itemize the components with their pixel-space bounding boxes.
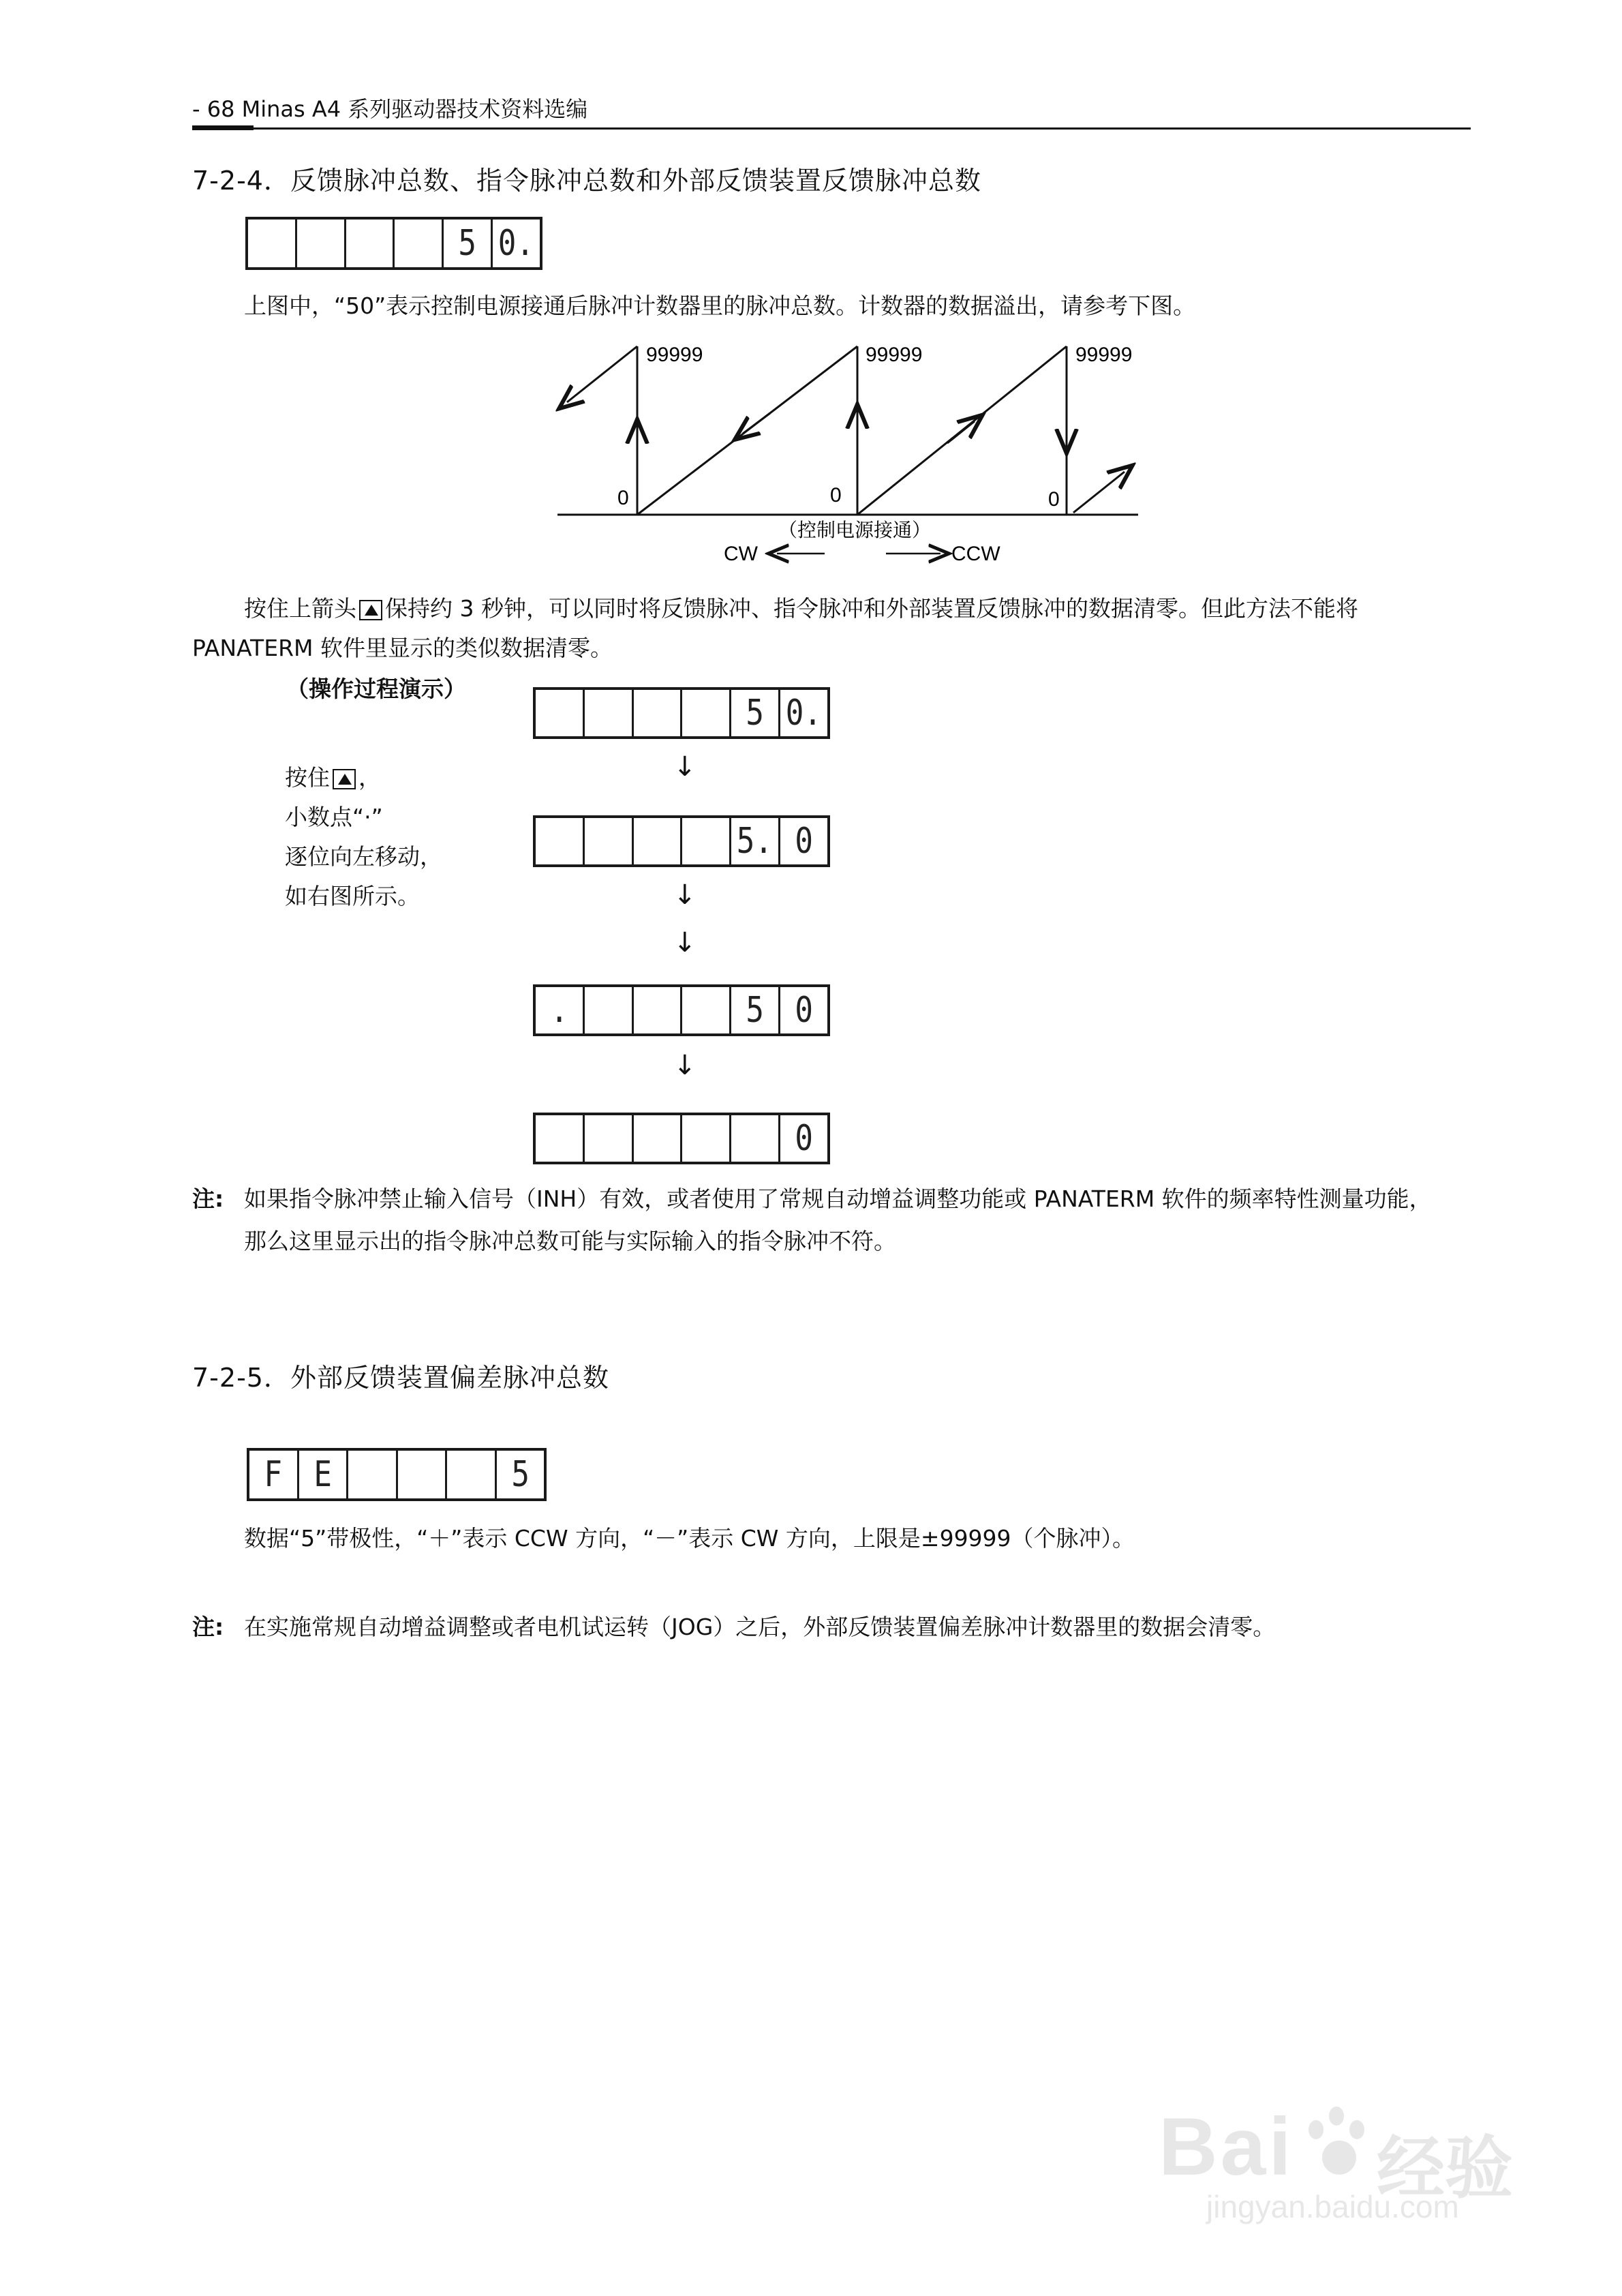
display-digit: 0. (498, 223, 535, 264)
overflow-description: 上图中，“50”表示控制电源接通后脉冲计数器里的脉冲总数。计数器的数据溢出，请参考下图。 (244, 292, 1196, 319)
clear-instruction-line1: 按住上箭头 保持约 3 秒钟，可以同时将反馈脉冲、指令脉冲和外部装置反馈脉冲的数据清零。但此方法不能将 (244, 595, 1358, 622)
side-line3: 逐位向左移动， (285, 843, 442, 870)
note-label: 注: (192, 1614, 224, 1640)
zero-label: 0 (1048, 488, 1060, 511)
side-line2: 小数点“·” (285, 804, 383, 830)
demo-display-4: 0 (533, 1113, 830, 1164)
header-rule-accent (192, 125, 254, 130)
clear-instruction-line2: PANATERM 软件里显示的类似数据清零。 (192, 635, 613, 661)
max-label: 99999 (1075, 344, 1133, 366)
cw-label: CW (724, 543, 758, 565)
paw-icon (1302, 2106, 1370, 2181)
step-arrow: ↓ (673, 751, 697, 783)
side-line1: 按住 ， (285, 764, 381, 791)
display-digit (395, 220, 444, 267)
demo-display-3: . 5 0 (533, 984, 830, 1036)
side-line4: 如右图所示。 (285, 883, 420, 909)
wrap-cw-arrow (567, 346, 637, 402)
section-title-7-2-4: 7-2-4．反馈脉冲总数、指令脉冲总数和外部反馈装置反馈脉冲总数 (192, 166, 981, 196)
wrap-ccw-arrow (1073, 472, 1124, 513)
zero-label: 0 (617, 487, 629, 509)
note-clear: 在实施常规自动增益调整或者电机试运转（JOG）之后，外部反馈装置偏差脉冲计数器里的数据会清零。 (244, 1614, 1276, 1640)
diagram-caption: （控制电源接通） (778, 519, 932, 541)
display-digit: 5 (444, 220, 493, 267)
counter-display (245, 217, 542, 270)
page-header: - 68 Minas A4 系列驱动器技术资料选编 (192, 96, 588, 122)
zero-label: 0 (830, 484, 842, 507)
polarity-description: 数据“5”带极性，“＋”表示 CCW 方向，“－”表示 CW 方向，上限是±99999（个脉冲）。 (244, 1525, 1135, 1552)
up-arrow-key-icon (359, 600, 382, 620)
note-line2: 那么这里显示出的指令脉冲总数可能与实际输入的指令脉冲不符。 (244, 1228, 896, 1254)
step-arrow: ↓ (673, 927, 697, 958)
fe-display: F E 5 (247, 1448, 547, 1501)
watermark-url: jingyan.baidu.com (1206, 2189, 1459, 2224)
max-label: 99999 (866, 344, 923, 366)
step-arrow: ↓ (673, 1050, 697, 1081)
demo-display-1: 5 0. (533, 687, 830, 739)
display-digit (248, 220, 297, 267)
header-rule (192, 127, 1471, 130)
overflow-diagram (545, 334, 1159, 579)
ccw-label: CCW (951, 543, 1000, 565)
section-title-7-2-5: 7-2-5．外部反馈装置偏差脉冲总数 (192, 1363, 609, 1393)
max-label: 99999 (646, 344, 703, 366)
display-digit (297, 220, 346, 267)
note-label: 注: (192, 1185, 224, 1212)
watermark-logo: Bai 经验 jingyan.baidu.com (1159, 2101, 1513, 2224)
display-digit (346, 220, 395, 267)
up-arrow-key-icon (333, 769, 356, 789)
note-line1: 如果指令脉冲禁止输入信号（INH）有效，或者使用了常规自动增益调整功能或 PANATERM 软件的频率特性测量功能， (244, 1185, 1432, 1212)
step-arrow: ↓ (673, 879, 697, 911)
demo-title: （操作过程演示） (286, 676, 466, 702)
demo-display-2: 5. 0 (533, 815, 830, 867)
